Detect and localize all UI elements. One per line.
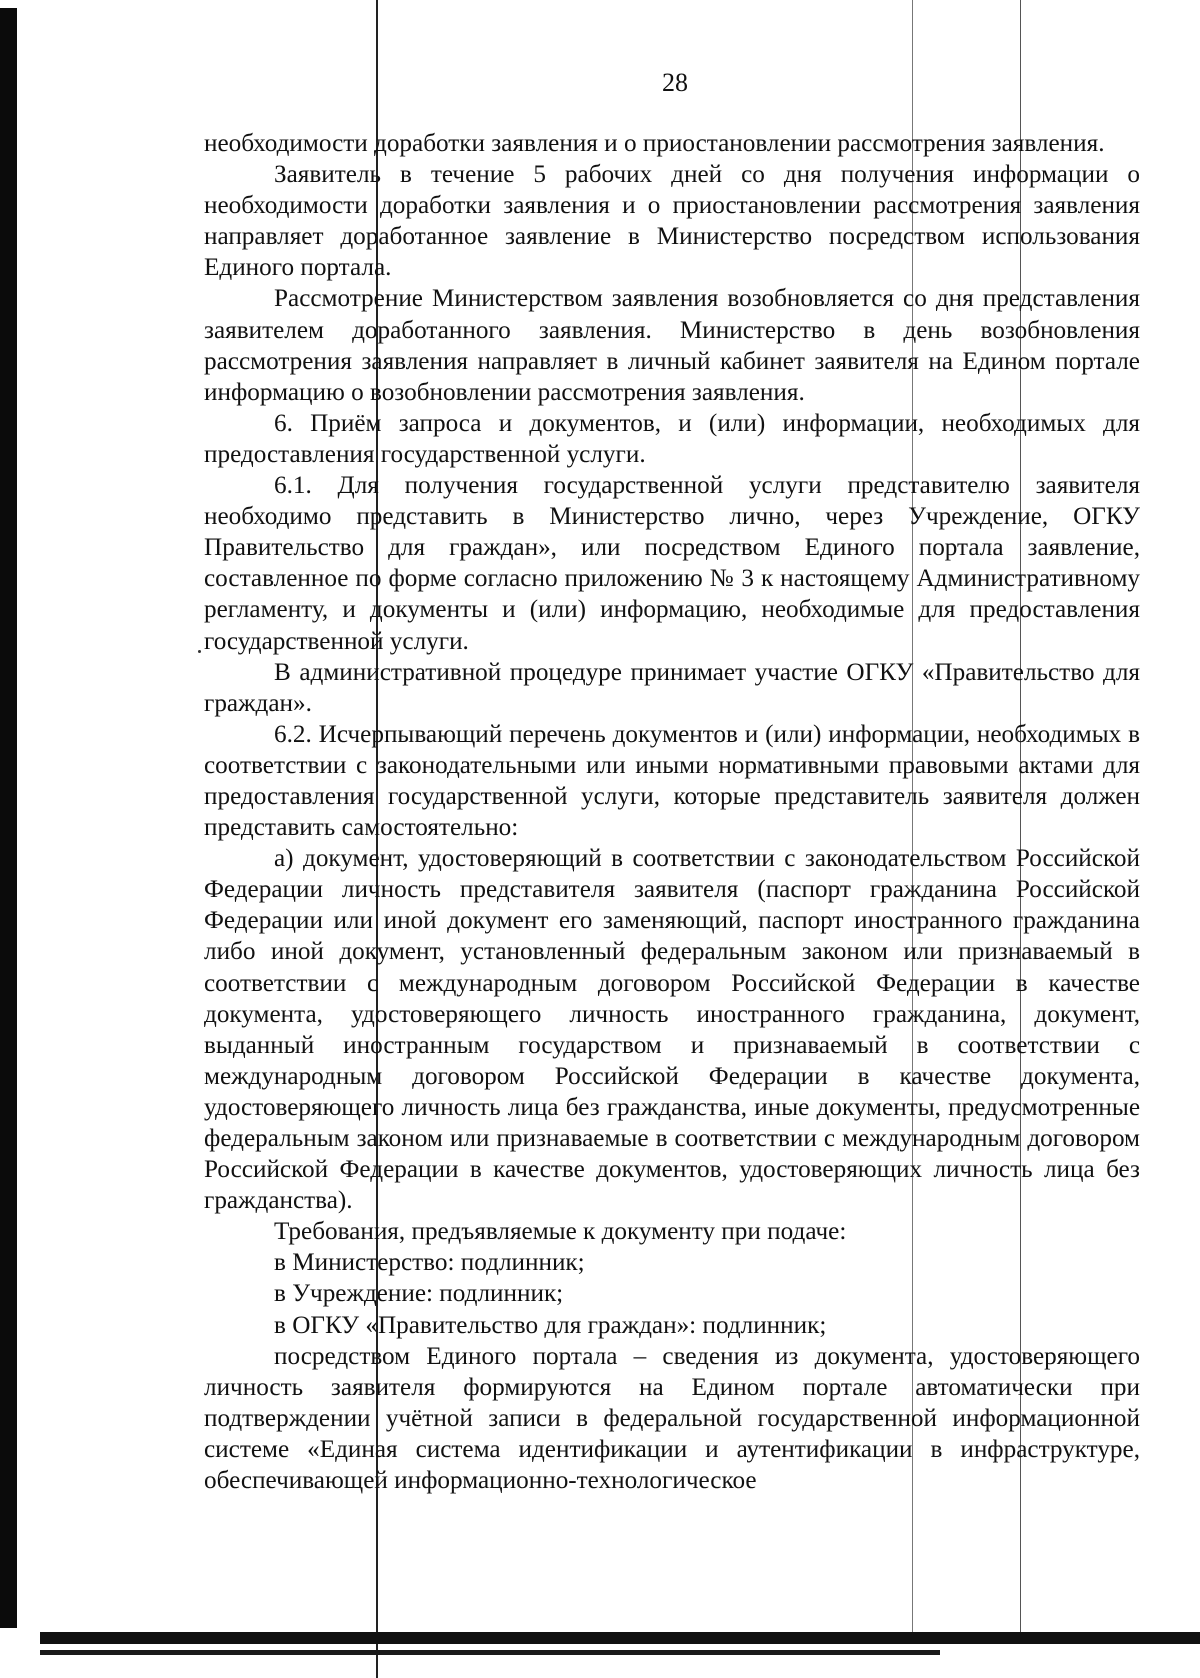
- paragraph: В административной процедуре принимает участие ОГКУ «Правительство для граждан».: [204, 658, 1140, 717]
- list-item: а) документ, удостоверяющий в соответствии с законодательством Российской Федерации личность представителя заявителя (паспорт гражданина Российской Федерации или иной документ его заменяющий, паспорт иностранного гражданина либо иной документ, установленный федеральным законом или признаваемый в соответствии с международным договором Российской Федерации в качестве документа, удостоверяющего личность иностранного гражданина, документ, выданный иностранным государством и признаваемый в соответствии с международным договором Российской Федерации в качестве документа, удостоверяющего личность лица без гражданства, иные документы, предусмотренные федеральным законом или признаваемые в соответствии с международным договором Российской Федерации в качестве документов, удостоверяющих личность лица без гражданства).: [204, 845, 1140, 1215]
- scan-border-left: [0, 8, 17, 1628]
- list-item: в ОГКУ «Правительство для граждан»: подлинник;: [274, 1311, 827, 1339]
- list-item: в Министерство: подлинник;: [274, 1249, 585, 1277]
- paragraph: посредством Единого портала – сведения из документа, удостоверяющего личность заявителя формируются на Едином портале автоматически при подтверждении учётной записи в федеральной государственной информационной системе «Единая система идентификации и аутентификации в инфраструктуре, обеспечивающей информационно-технологическое: [204, 1342, 1140, 1495]
- paragraph: 6.2. Исчерпывающий перечень документов и (или) информации, необходимых в соответствии с законодательными или иными нормативными правовыми актами для предоставления государственной услуги, которые представитель заявителя должен представить самостоятельно:: [204, 720, 1140, 842]
- paragraph: Заявитель в течение 5 рабочих дней со дня получения информации о необходимости доработки заявления и о приостановлении рассмотрения заявления направляет доработанное заявление в Министерство посредством использования Единого портала.: [204, 161, 1140, 282]
- scan-border-bottom: [40, 1632, 1200, 1644]
- page-number: 28: [662, 68, 688, 97]
- paragraph: необходимости доработки заявления и о приостановлении рассмотрения заявления.: [204, 130, 1105, 157]
- scan-border-bottom-thin: [40, 1650, 940, 1655]
- document-body: [204, 128, 1140, 1496]
- paragraph: Требования, предъявляемые к документу при подаче:: [274, 1218, 847, 1246]
- section-heading: 6. Приём запроса и документов, и (или) информации, необходимых для предоставления государственной услуги.: [204, 409, 1140, 468]
- list-item: в Учреждение: подлинник;: [274, 1280, 564, 1308]
- paragraph: Рассмотрение Министерством заявления возобновляется со дня представления заявителем доработанного заявления. Министерство в день возобновления рассмотрения заявления направляет в личный кабинет заявителя на Едином портале информацию о возобновлении рассмотрения заявления.: [204, 285, 1140, 406]
- scan-speck: [198, 650, 201, 653]
- paragraph: 6.1. Для получения государственной услуги представителю заявителя необходимо представить в Министерство лично, через Учреждение, ОГКУ Правительство для граждан», или посредством Единого портала заявление, составленное по форме согласно приложению № 3 к настоящему Административному регламенту, и документы и (или) информацию, необходимые для предоставления государственной услуги.: [204, 472, 1140, 655]
